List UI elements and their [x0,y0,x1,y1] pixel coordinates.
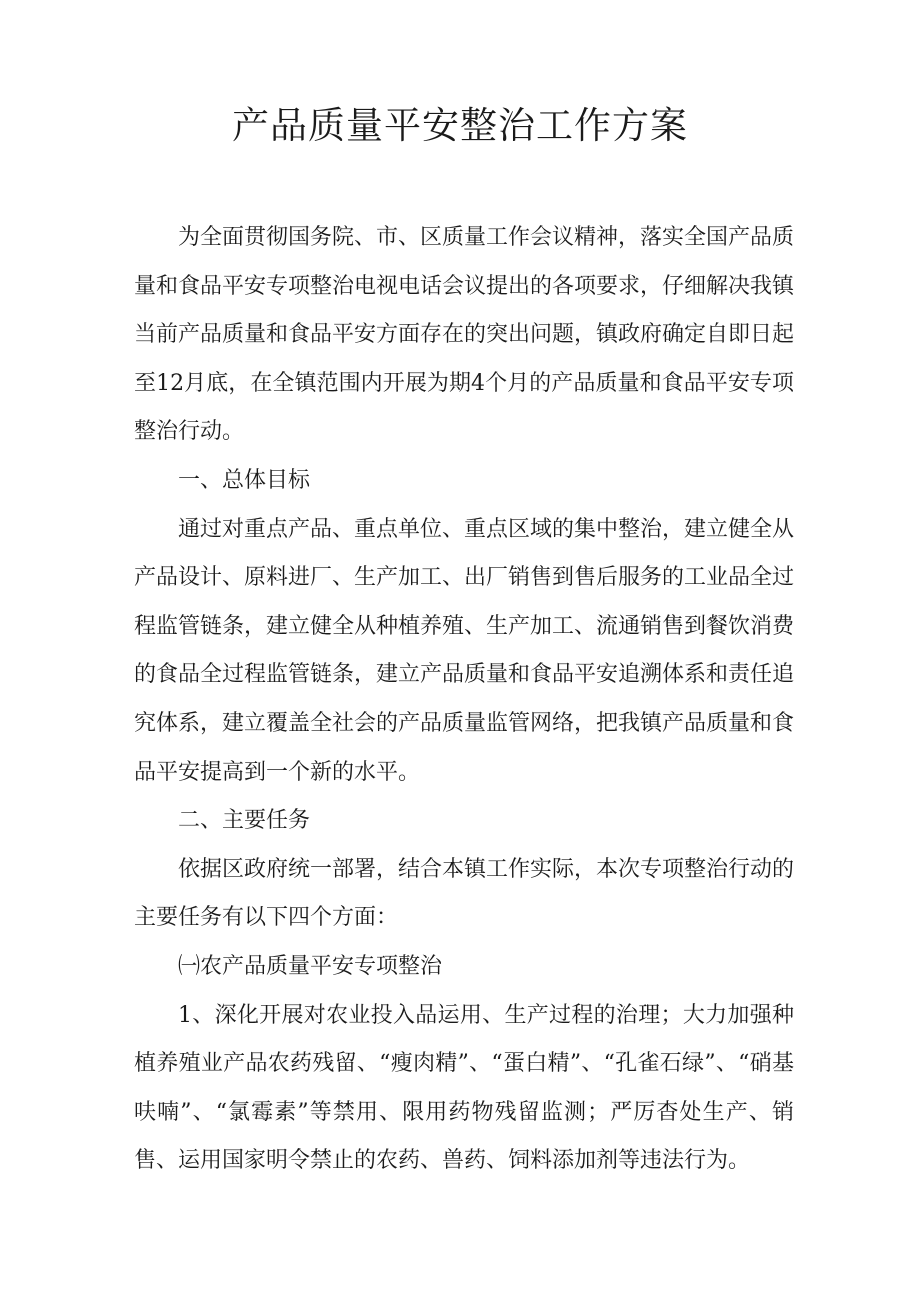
section-heading-overall-goals: 一、总体目标 [178,467,311,493]
tasks-intro-paragraph: 依据区政府统一部署，结合本镇工作实际，本次专项整治行动的主要任务有以下四个方面： [134,856,795,931]
goals-paragraph: 通过对重点产品、重点单位、重点区域的集中整治，建立健全从产品设计、原料进厂、生产加工、出厂销售到售后服务的工业品全过程监管链条，建立健全从种植养殖、生产加工、流通销售到餐饮消费的食品全过程监管链条，建立产品质量和食品平安追溯体系和责任追究体系，建立覆盖全社会的产品质量监管网络，把我镇产品质量和食品平安提高到一个新的水平。 [134,516,795,785]
task-item-1-paragraph: 1、深化开展对农业投入品运用、生产过程的治理；大力加强种植养殖业产品农药残留、“瘦肉精”、“蛋白精”、“孔雀石绿”、“硝基呋喃”、“氯霉素”等禁用、限用药物残留监测；严厉杳处生产、销售、运用国家明令禁止的农药、兽药、饲料添加剂等违法行为。 [134,1002,794,1174]
document-body [134,214,794,1186]
intro-paragraph: 为全面贯彻国务院、市、区质量工作会议精神，落实全国产品质量和食品平安专项整治电视电话会议提出的各项要求，仔细解决我镇当前产品质量和食品平安方面存在的突出问题，镇政府确定自即日起至12月底，在全镇范围内开展为期4个月的产品质量和食品平安专项整治行动。 [134,225,795,445]
subsection-heading-agricultural: ㈠农产品质量平安专项整治 [178,953,443,979]
section-heading-main-tasks: 二、主要任务 [178,808,311,834]
document-title: 产品质量平安整治工作方案 [232,104,688,147]
